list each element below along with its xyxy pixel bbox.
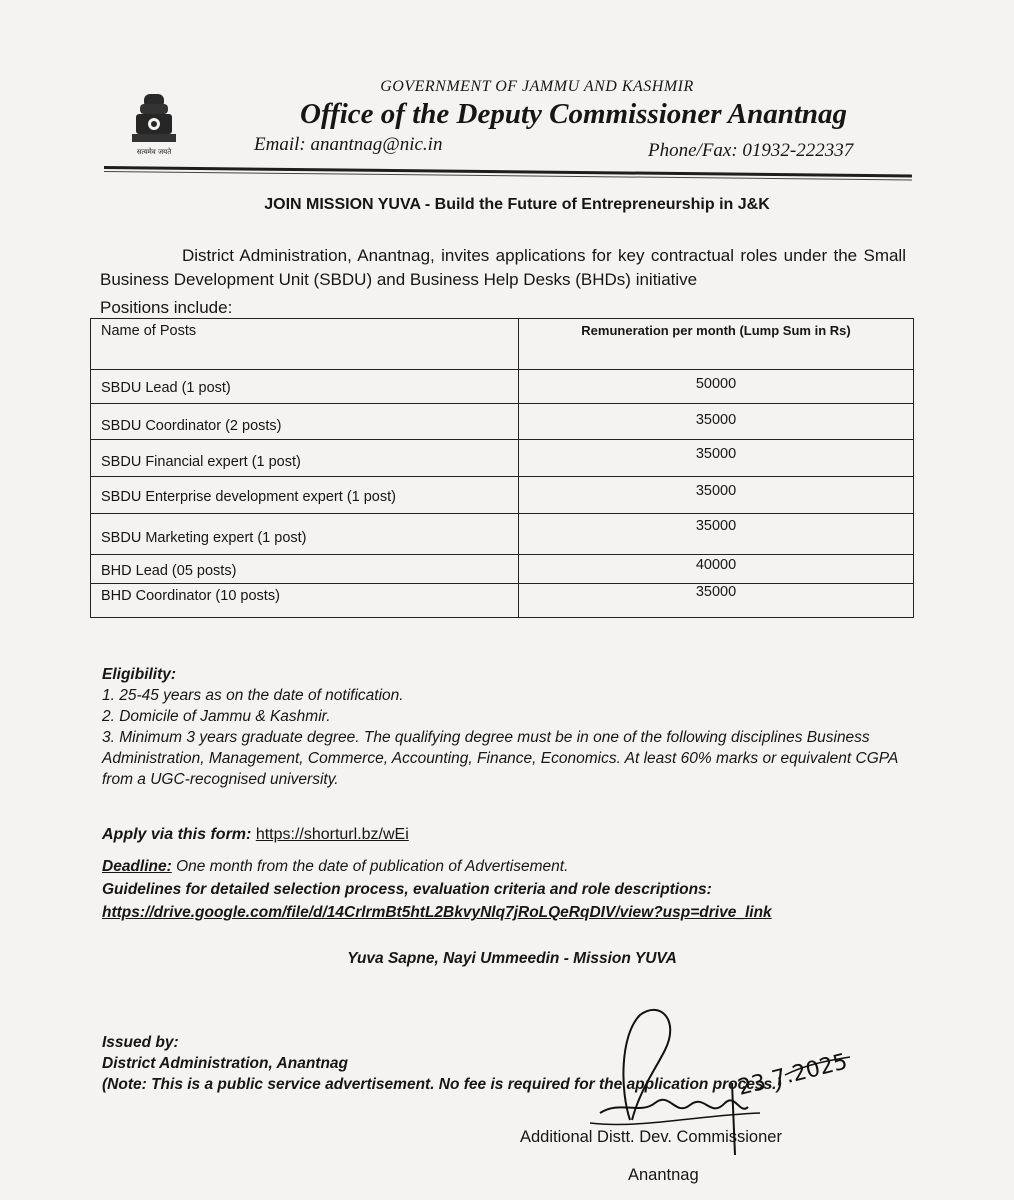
issued-label: Issued by: bbox=[102, 1034, 179, 1051]
post-name: SBDU Coordinator (2 posts) bbox=[91, 404, 519, 440]
post-pay: 35000 bbox=[519, 584, 914, 618]
posts-table bbox=[90, 318, 914, 618]
issuing-authority: District Administration, Anantnag bbox=[102, 1055, 349, 1072]
fee-note: (Note: This is a public service advertisement. No fee is required for the application process.) bbox=[102, 1076, 782, 1093]
post-pay: 50000 bbox=[519, 370, 914, 404]
eligibility-label: Eligibility: bbox=[102, 666, 177, 683]
notice-title: JOIN MISSION YUVA - Build the Future of Entrepreneurship in J&K bbox=[264, 196, 770, 213]
post-name: BHD Lead (05 posts) bbox=[91, 555, 519, 584]
post-pay: 35000 bbox=[519, 404, 914, 440]
post-name: SBDU Lead (1 post) bbox=[91, 370, 519, 404]
guidelines-link[interactable]: https://drive.google.com/file/d/14CrlrmBt5htL2BkvyNlq7jRoLQeRqDIV/view?usp=drive_link bbox=[102, 904, 772, 921]
guidelines-section bbox=[102, 878, 908, 924]
table-header-row bbox=[91, 319, 914, 370]
signature-date: 23.7.2025 bbox=[735, 1049, 851, 1101]
office-name: Office of the Deputy Commissioner Anantnag bbox=[300, 98, 848, 130]
header-post-name: Name of Posts bbox=[91, 319, 519, 370]
table-row bbox=[91, 514, 914, 555]
post-pay: 35000 bbox=[519, 477, 914, 514]
deadline-label: Deadline: bbox=[102, 858, 172, 875]
post-name: SBDU Financial expert (1 post) bbox=[91, 440, 519, 477]
apply-line bbox=[102, 826, 409, 844]
signatory-designation: Additional Distt. Dev. Commissioner bbox=[520, 1128, 782, 1146]
post-pay: 35000 bbox=[519, 514, 914, 555]
intro-paragraph: District Administration, Anantnag, invites applications for key contractual roles under the Small Business Development Unit (SBDU) and Business Help Desks (BHDs) initiative bbox=[100, 246, 906, 289]
table-row bbox=[91, 370, 914, 404]
eligibility-item: 2. Domicile of Jammu & Kashmir. bbox=[102, 708, 331, 725]
guidelines-text: Guidelines for detailed selection process, evaluation criteria and role descriptions: bbox=[102, 881, 712, 898]
eligibility-item: 3. Minimum 3 years graduate degree. The qualifying degree must be in one of the following disciplines Business Administration, Management, Commerce, Accounting, Finance, Economics. At least 60% marks or equivalent CGPA from a UGC-recognised university. bbox=[102, 729, 898, 788]
table-row bbox=[91, 477, 914, 514]
office-email: Email: anantnag@nic.in bbox=[254, 134, 443, 155]
post-name: SBDU Enterprise development expert (1 post) bbox=[91, 477, 519, 514]
post-name: SBDU Marketing expert (1 post) bbox=[91, 514, 519, 555]
state-emblem-icon bbox=[124, 90, 184, 160]
table-row bbox=[91, 584, 914, 618]
table-row bbox=[91, 404, 914, 440]
post-pay: 40000 bbox=[519, 555, 914, 584]
table-row bbox=[91, 555, 914, 584]
positions-include-label: Positions include: bbox=[100, 298, 233, 317]
apply-label: Apply via this form: bbox=[102, 826, 252, 843]
government-name: GOVERNMENT OF JAMMU AND KASHMIR bbox=[380, 78, 694, 95]
deadline-line bbox=[102, 856, 912, 878]
office-phone: Phone/Fax: 01932-222337 bbox=[648, 140, 854, 161]
post-name: BHD Coordinator (10 posts) bbox=[91, 584, 519, 618]
table-row bbox=[91, 440, 914, 477]
apply-form-link[interactable]: https://shorturl.bz/wEi bbox=[255, 826, 409, 843]
signatory-place: Anantnag bbox=[628, 1166, 699, 1184]
emblem-caption: सत्यमेव जयते bbox=[136, 148, 172, 156]
eligibility-item: 1. 25-45 years as on the date of notification. bbox=[102, 687, 404, 704]
deadline-text: One month from the date of publication of Advertisement. bbox=[171, 858, 569, 875]
post-pay: 35000 bbox=[519, 440, 914, 477]
header-remuneration: Remuneration per month (Lump Sum in Rs) bbox=[519, 319, 914, 370]
mission-tagline: Yuva Sapne, Nayi Ummeedin - Mission YUVA bbox=[347, 950, 677, 967]
eligibility-section bbox=[102, 664, 912, 790]
